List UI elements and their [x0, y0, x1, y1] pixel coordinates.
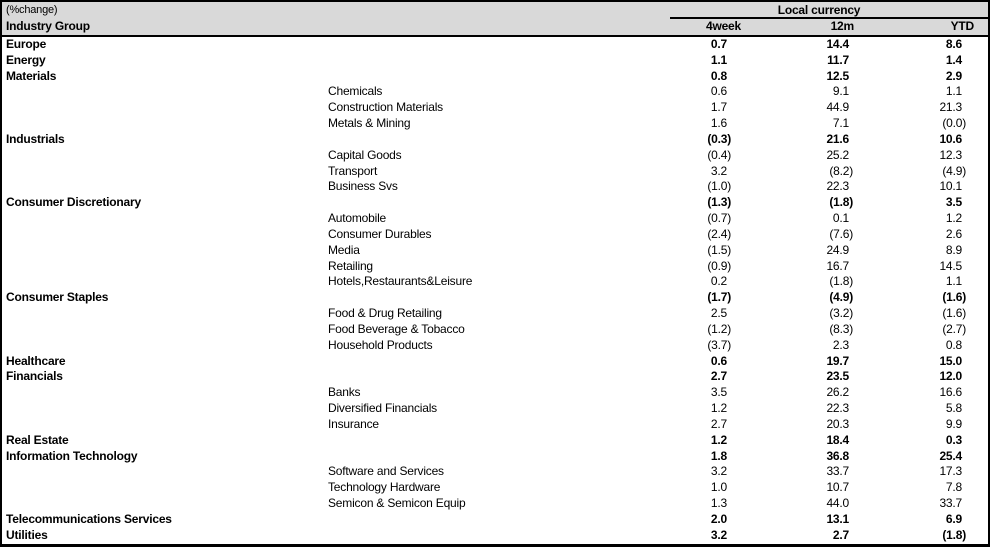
industry-name: Real Estate — [6, 432, 69, 447]
column-header-12m: 12m — [830, 19, 854, 33]
value-ytd — [856, 354, 988, 370]
value-4week — [670, 274, 743, 290]
value-12m-text: 19.7 — [826, 353, 849, 368]
value-4week-text: (3.7) — [707, 337, 731, 352]
value-12m — [743, 274, 856, 290]
value-ytd-text: (2.7) — [942, 321, 966, 336]
value-ytd — [856, 179, 988, 195]
value-4week — [670, 338, 743, 354]
value-12m-text: (7.6) — [829, 226, 853, 241]
value-4week-text: 1.2 — [710, 401, 727, 416]
value-ytd — [856, 338, 988, 354]
value-ytd — [856, 69, 988, 85]
value-ytd — [856, 243, 988, 259]
value-ytd-text: 8.6 — [945, 37, 962, 51]
value-12m-text: 25.2 — [826, 147, 849, 162]
value-4week-text: (1.3) — [707, 195, 731, 210]
value-ytd-text: 2.6 — [945, 226, 962, 241]
value-ytd-text: 25.4 — [939, 448, 962, 463]
industry-name: Household Products — [328, 337, 433, 352]
value-12m-text: 20.3 — [826, 416, 849, 431]
value-4week-text: 2.7 — [710, 416, 727, 431]
value-12m — [743, 243, 856, 259]
value-12m-text: (4.9) — [829, 290, 853, 305]
value-4week — [670, 385, 743, 401]
table-row — [2, 53, 988, 69]
value-ytd-text: 7.8 — [945, 480, 962, 495]
industry-name: Telecommunications Services — [6, 511, 172, 526]
value-ytd-text: 12.3 — [939, 147, 962, 162]
value-ytd-text: 33.7 — [939, 496, 962, 511]
value-ytd — [856, 53, 988, 69]
value-ytd-text: 2.9 — [945, 68, 962, 83]
value-12m — [743, 528, 856, 544]
value-12m — [743, 322, 856, 338]
value-ytd — [856, 449, 988, 465]
value-4week-text: (1.0) — [707, 179, 731, 194]
value-12m-text: 21.6 — [826, 131, 849, 146]
value-12m-text: 2.7 — [832, 527, 849, 542]
value-4week — [670, 195, 743, 211]
value-4week-text: 1.3 — [710, 496, 727, 511]
value-12m — [743, 290, 856, 306]
table-row — [2, 496, 988, 512]
industry-name: Healthcare — [6, 353, 66, 368]
value-12m-text: 33.7 — [826, 464, 849, 479]
value-4week-text: 0.7 — [710, 37, 727, 51]
table-row — [2, 338, 988, 354]
table-row — [2, 306, 988, 322]
table-row — [2, 354, 988, 370]
value-12m-text: 9.1 — [832, 84, 849, 99]
value-4week — [670, 322, 743, 338]
value-4week-text: (1.5) — [707, 242, 731, 257]
value-12m — [743, 116, 856, 132]
value-ytd — [856, 385, 988, 401]
value-ytd — [856, 227, 988, 243]
table-row — [2, 385, 988, 401]
value-12m — [743, 148, 856, 164]
value-ytd-text: 3.5 — [945, 195, 962, 210]
industry-name: Hotels,Restaurants&Leisure — [328, 274, 473, 289]
value-4week — [670, 512, 743, 528]
value-12m-text: 10.7 — [826, 480, 849, 495]
value-12m — [743, 164, 856, 180]
value-4week — [670, 306, 743, 322]
value-ytd-text: 1.1 — [945, 274, 962, 289]
value-12m — [743, 132, 856, 148]
value-ytd-text: 17.3 — [939, 464, 962, 479]
percent-change-label: (%change) — [6, 4, 58, 16]
value-ytd — [856, 259, 988, 275]
industry-name: Banks — [328, 385, 361, 400]
value-ytd — [856, 433, 988, 449]
table-row — [2, 290, 988, 306]
table-body — [2, 37, 988, 544]
value-4week-text: 0.6 — [710, 84, 727, 99]
value-ytd-text: 8.9 — [945, 242, 962, 257]
value-12m-text: (1.8) — [829, 274, 853, 289]
value-12m — [743, 37, 856, 53]
value-ytd-text: 0.3 — [945, 432, 962, 447]
value-4week — [670, 116, 743, 132]
value-4week-text: 2.0 — [710, 511, 727, 526]
value-4week — [670, 227, 743, 243]
value-4week-text: (0.9) — [707, 258, 731, 273]
value-4week-text: (0.7) — [707, 211, 731, 226]
value-ytd-text: 1.2 — [945, 211, 962, 226]
value-12m — [743, 401, 856, 417]
value-ytd-text: (1.8) — [942, 527, 966, 542]
value-4week — [670, 179, 743, 195]
value-12m — [743, 496, 856, 512]
value-12m-text: 22.3 — [826, 401, 849, 416]
value-ytd-text: 0.8 — [945, 337, 962, 352]
table-row — [2, 100, 988, 116]
value-12m-text: 36.8 — [826, 448, 849, 463]
value-ytd — [856, 195, 988, 211]
industry-name: Food & Drug Retailing — [328, 306, 442, 321]
value-12m-text: (1.8) — [829, 195, 853, 210]
table-row — [2, 259, 988, 275]
industry-name: Chemicals — [328, 84, 383, 99]
value-4week-text: 3.5 — [710, 385, 727, 400]
value-ytd — [856, 512, 988, 528]
value-4week-text: (2.4) — [707, 226, 731, 241]
value-4week — [670, 417, 743, 433]
value-ytd — [856, 148, 988, 164]
value-12m — [743, 306, 856, 322]
value-12m-text: 18.4 — [826, 432, 849, 447]
value-ytd — [856, 164, 988, 180]
table-row — [2, 69, 988, 85]
table-row — [2, 179, 988, 195]
value-ytd-text: 10.1 — [939, 179, 962, 194]
industry-name: Software and Services — [328, 464, 444, 479]
table-row — [2, 148, 988, 164]
value-ytd-text: (1.6) — [942, 306, 966, 321]
table-row — [2, 480, 988, 496]
industry-name: Automobile — [328, 211, 387, 226]
value-4week-text: (1.2) — [707, 321, 731, 336]
value-4week-text: 1.2 — [710, 432, 727, 447]
value-4week-text: 3.2 — [710, 464, 727, 479]
value-4week — [670, 84, 743, 100]
value-12m — [743, 259, 856, 275]
value-4week-text: 0.6 — [710, 353, 727, 368]
value-12m — [743, 354, 856, 370]
value-ytd-text: 10.6 — [939, 131, 962, 146]
value-12m-text: 7.1 — [832, 116, 849, 131]
industry-name: Transport — [328, 163, 378, 178]
value-ytd-text: 6.9 — [945, 511, 962, 526]
value-4week — [670, 132, 743, 148]
value-12m-text: 13.1 — [826, 511, 849, 526]
table-row — [2, 449, 988, 465]
value-12m — [743, 53, 856, 69]
value-4week — [670, 480, 743, 496]
table-row — [2, 243, 988, 259]
value-ytd — [856, 211, 988, 227]
value-4week — [670, 69, 743, 85]
value-ytd — [856, 528, 988, 544]
value-12m — [743, 179, 856, 195]
value-4week-text: 3.2 — [710, 163, 727, 178]
industry-name: Semicon & Semicon Equip — [328, 496, 466, 511]
value-4week-text: (0.3) — [707, 131, 731, 146]
table-header — [2, 2, 988, 37]
table-row — [2, 211, 988, 227]
value-ytd — [856, 100, 988, 116]
value-ytd-text: 5.8 — [945, 401, 962, 416]
table-row — [2, 401, 988, 417]
value-4week — [670, 464, 743, 480]
industry-name: Consumer Discretionary — [6, 195, 141, 210]
value-4week — [670, 100, 743, 116]
industry-name: Business Svs — [328, 179, 398, 194]
industry-name: Energy — [6, 52, 46, 67]
value-12m — [743, 512, 856, 528]
value-ytd — [856, 37, 988, 53]
value-ytd — [856, 464, 988, 480]
industry-name: Industrials — [6, 131, 65, 146]
industry-name: Consumer Durables — [328, 226, 432, 241]
value-12m-text: 24.9 — [826, 242, 849, 257]
value-4week — [670, 290, 743, 306]
value-4week-text: 2.5 — [710, 306, 727, 321]
value-12m — [743, 480, 856, 496]
value-4week — [670, 164, 743, 180]
local-currency-spanner — [670, 2, 988, 19]
value-ytd — [856, 496, 988, 512]
value-12m-text: 14.4 — [826, 37, 849, 51]
value-4week-text: 1.0 — [710, 480, 727, 495]
industry-name: Diversified Financials — [328, 401, 437, 416]
value-ytd-text: 9.9 — [945, 416, 962, 431]
value-4week — [670, 433, 743, 449]
value-12m-text: 23.5 — [826, 369, 849, 384]
industry-name: Europe — [6, 37, 47, 51]
value-4week-text: 0.2 — [710, 274, 727, 289]
table-row — [2, 512, 988, 528]
header-row-columns — [2, 19, 988, 35]
value-4week-text: 1.8 — [710, 448, 727, 463]
value-ytd-text: 15.0 — [939, 353, 962, 368]
value-12m — [743, 195, 856, 211]
value-12m — [743, 464, 856, 480]
table-row — [2, 274, 988, 290]
value-ytd — [856, 480, 988, 496]
column-header-4week: 4week — [705, 19, 741, 33]
value-12m-text: 26.2 — [826, 385, 849, 400]
value-ytd-text: (4.9) — [942, 163, 966, 178]
table-row — [2, 195, 988, 211]
value-ytd-text: 14.5 — [939, 258, 962, 273]
value-12m-text: 16.7 — [826, 258, 849, 273]
value-12m — [743, 369, 856, 385]
industry-name: Metals & Mining — [328, 116, 411, 131]
value-ytd-text: 1.4 — [945, 52, 962, 67]
value-4week — [670, 496, 743, 512]
industry-name: Insurance — [328, 416, 379, 431]
table-row — [2, 227, 988, 243]
value-4week-text: 1.6 — [710, 116, 727, 131]
table-row — [2, 528, 988, 544]
value-12m-text: 44.9 — [826, 100, 849, 115]
industry-name: Financials — [6, 369, 63, 384]
value-12m-text: 0.1 — [832, 211, 849, 226]
value-4week — [670, 211, 743, 227]
local-currency-label: Local currency — [777, 3, 861, 17]
value-4week-text: 2.7 — [710, 369, 727, 384]
value-4week-text: (1.7) — [707, 290, 731, 305]
value-4week-text: 0.8 — [710, 68, 727, 83]
value-12m-text: 44.0 — [826, 496, 849, 511]
value-ytd — [856, 306, 988, 322]
value-12m — [743, 433, 856, 449]
value-12m-text: 12.5 — [826, 68, 849, 83]
value-ytd — [856, 274, 988, 290]
value-ytd-text: 1.1 — [945, 84, 962, 99]
value-ytd — [856, 322, 988, 338]
value-4week — [670, 148, 743, 164]
table-row — [2, 369, 988, 385]
value-4week-text: 1.7 — [710, 100, 727, 115]
value-12m-text: 2.3 — [832, 337, 849, 352]
table-row — [2, 433, 988, 449]
value-4week-text: 1.1 — [710, 52, 727, 67]
value-4week — [670, 528, 743, 544]
value-12m — [743, 338, 856, 354]
industry-name: Media — [328, 242, 360, 257]
value-ytd-text: 21.3 — [939, 100, 962, 115]
value-ytd-text: (1.6) — [942, 290, 966, 305]
value-ytd — [856, 417, 988, 433]
value-12m — [743, 69, 856, 85]
value-4week — [670, 259, 743, 275]
industry-name: Capital Goods — [328, 147, 402, 162]
value-4week — [670, 53, 743, 69]
value-12m-text: 11.7 — [827, 52, 849, 67]
value-ytd — [856, 401, 988, 417]
value-ytd — [856, 369, 988, 385]
value-12m — [743, 211, 856, 227]
value-12m — [743, 385, 856, 401]
value-12m-text: (8.3) — [829, 321, 853, 336]
column-header-ytd: YTD — [950, 19, 974, 33]
table-row — [2, 116, 988, 132]
industry-name: Information Technology — [6, 448, 138, 463]
value-4week — [670, 37, 743, 53]
value-ytd — [856, 290, 988, 306]
industry-name: Consumer Staples — [6, 290, 109, 305]
value-4week — [670, 369, 743, 385]
value-12m — [743, 417, 856, 433]
value-4week-text: (0.4) — [707, 147, 731, 162]
industry-name: Technology Hardware — [328, 480, 441, 495]
industry-name: Retailing — [328, 258, 373, 273]
value-ytd-text: 16.6 — [939, 385, 962, 400]
value-12m — [743, 100, 856, 116]
value-12m-text: (8.2) — [829, 163, 853, 178]
value-12m — [743, 449, 856, 465]
value-ytd-text: 12.0 — [939, 369, 962, 384]
value-12m-text: (3.2) — [829, 306, 853, 321]
table-row — [2, 132, 988, 148]
value-4week — [670, 243, 743, 259]
table-row — [2, 84, 988, 100]
value-12m — [743, 227, 856, 243]
table-row — [2, 164, 988, 180]
header-row-units — [2, 2, 988, 19]
industry-name: Utilities — [6, 527, 48, 542]
value-ytd — [856, 84, 988, 100]
value-ytd — [856, 116, 988, 132]
value-12m — [743, 84, 856, 100]
table-row — [2, 464, 988, 480]
industry-name: Materials — [6, 68, 57, 83]
value-12m-text: 22.3 — [826, 179, 849, 194]
value-4week-text: 3.2 — [710, 527, 727, 542]
industry-name: Food Beverage & Tobacco — [328, 321, 465, 336]
table-row — [2, 322, 988, 338]
value-4week — [670, 449, 743, 465]
table-row — [2, 37, 988, 53]
value-ytd — [856, 132, 988, 148]
value-4week — [670, 354, 743, 370]
industry-group-header: Industry Group — [6, 19, 90, 33]
table-row — [2, 417, 988, 433]
industry-name: Construction Materials — [328, 100, 443, 115]
value-ytd-text: (0.0) — [942, 116, 966, 131]
value-4week — [670, 401, 743, 417]
